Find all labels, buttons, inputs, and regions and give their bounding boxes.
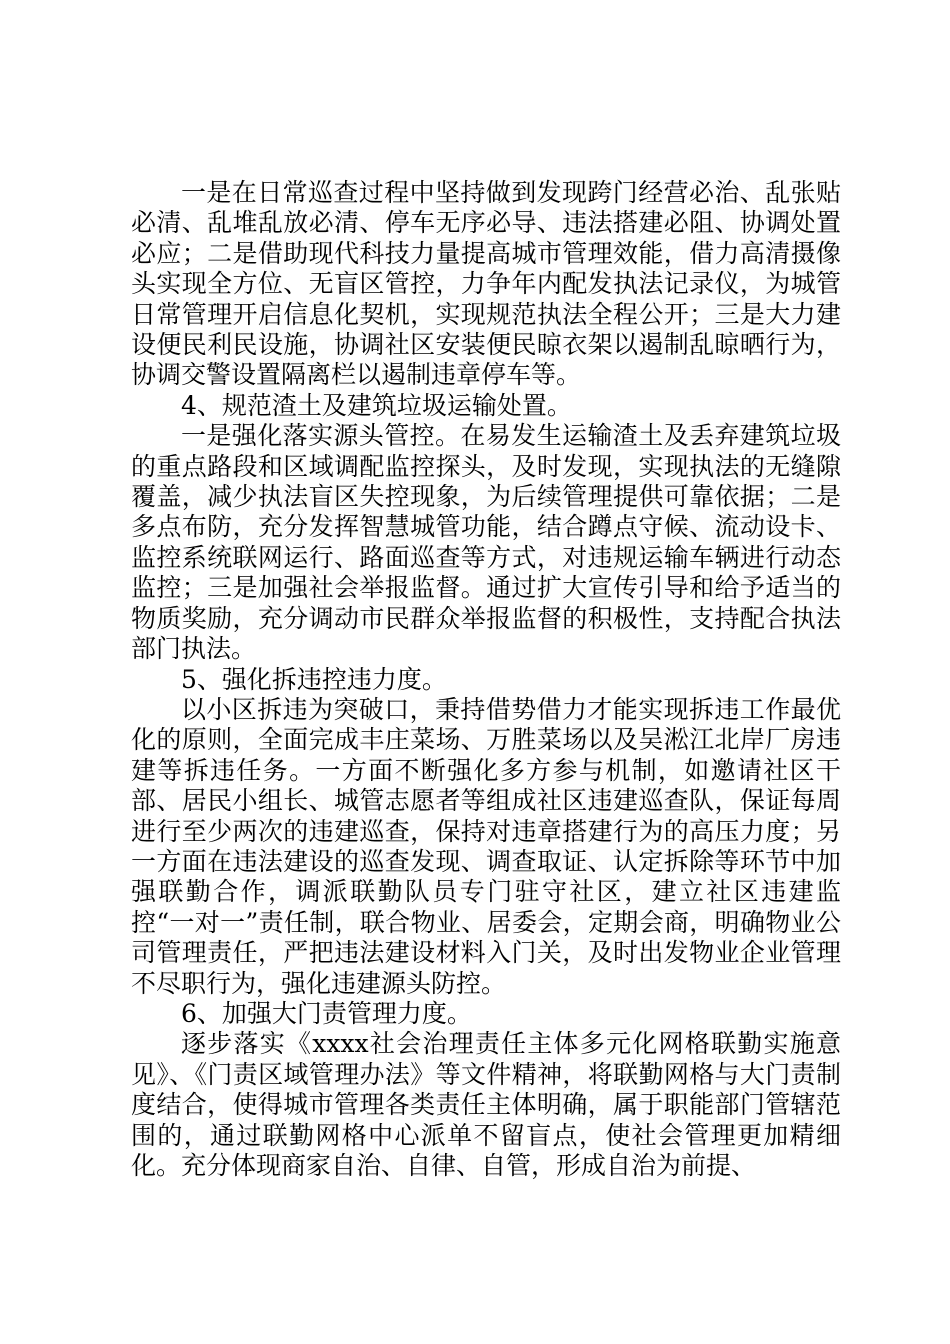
body-paragraph-2: 一是强化落实源头管控。在易发生运输渣土及丢弃建筑垃圾的重点路段和区域调配监控探头，及时发现，实现执法的无缝隙覆盖，减少执法盲区失控现象，为后续管理提供可靠依据；二是多点布防，充分发挥智慧城管功能，结合蹲点守候、流动设卡、监控系统联网运行、路面巡查等方式，对违规运输车辆进行动态监控；三是加强社会举报监督。通过扩大宣传引导和给予适当的物质奖励，充分调动市民群众举报监督的积极性，支持配合执法部门执法。: [131, 421, 841, 664]
section-heading-6: 6、加强大门责管理力度。: [181, 998, 472, 1028]
section-heading-4: 4、规范渣土及建筑垃圾运输处置。: [181, 390, 572, 420]
section-heading-5: 5、强化拆违控违力度。: [181, 664, 447, 694]
body-paragraph-3: 以小区拆违为突破口，秉持借势借力才能实现拆违工作最优化的原则，全面完成丰庄菜场、万胜菜场以及吴淞江北岸厂房违建等拆违任务。一方面不断强化多方参与机制，如邀请社区干部、居民小组长、城管志愿者等组成社区违建巡查队，保证每周进行至少两次的违建巡查，保持对违章搭建行为的高压力度；另一方面在违法建设的巡查发现、调查取证、认定拆除等环节中加强联勤合作，调派联勤队员专门驻守社区，建立社区违建监控“一对一”责任制，联合物业、居委会，定期会商，明确物业公司管理责任，严把违法建设材料入门关，及时出发物业企业管理不尽职行为，强化违建源头防控。: [131, 694, 841, 998]
body-paragraph-4: 逐步落实《xxxx社会治理责任主体多元化网格联勤实施意见》、《门责区域管理办法》等文件精神，将联勤网格与大门责制度结合，使得城市管理各类责任主体明确，属于职能部门管辖范围的，通过联勤网格中心派单不留盲点，使社会管理更加精细化。充分体现商家自治、自律、自管，形成自治为前提、: [131, 1029, 841, 1180]
body-paragraph-1: 一是在日常巡查过程中坚持做到发现跨门经营必治、乱张贴必清、乱堆乱放必清、停车无序必导、违法搭建必阻、协调处置必应；二是借助现代科技力量提高城市管理效能，借力高清摄像头实现全方位、无盲区管控，力争年内配发执法记录仪，为城管日常管理开启信息化契机，实现规范执法全程公开；三是大力建设便民利民设施，协调社区安装便民晾衣架以遏制乱晾晒行为，协调交警设置隔离栏以遏制违章停车等。: [131, 178, 841, 390]
document-page: [131, 178, 841, 1181]
